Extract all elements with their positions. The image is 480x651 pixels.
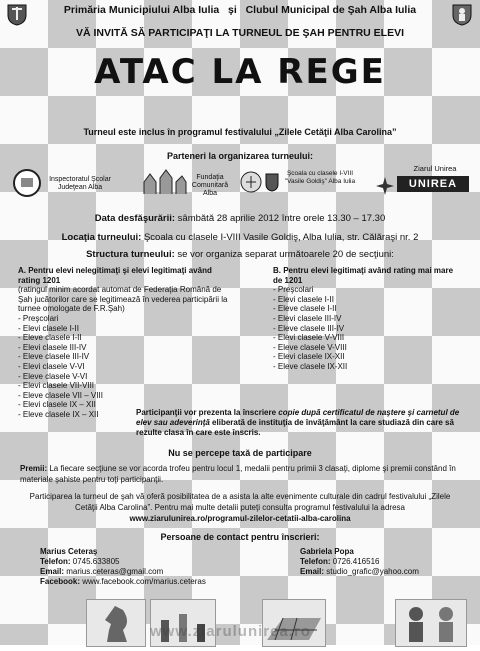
unirea-wordmark: UNIREA [397,176,469,192]
festival-program-link[interactable]: www.ziarulunirea.ro/programul-zilelor-cetatii-alba-carolina [129,514,351,523]
section-a-heading: A. Pentru elevi nelegitimaţi şi elevi legitimaţi având rating 1201 [18,266,212,285]
partner-school-inspectorate [12,166,116,202]
partners-heading: Parteneri la organizarea turneului: [166,151,314,161]
section-list-item: - Elevi clasele V-VIII [273,333,463,343]
fee-notice: Nu se percepe taxă de participare [168,448,312,458]
notice-part1: Participanţii vor prezenta la înscriere [136,408,279,417]
section-b-list [273,285,463,371]
contact-name: Gabriela Popa [300,547,354,556]
knight-icon [87,600,145,646]
section-list-item: - Eleve clasele III-IV [273,324,463,334]
section-list-item: - Elevi clasele III-IV [273,314,463,324]
partner-name: Fundaţia Comunitară Alba [191,174,229,197]
contact-left [40,547,260,587]
documents-notice [136,408,462,438]
section-b [273,266,463,372]
organizers-line [30,4,450,16]
email-label: Email: [40,567,65,576]
partner-name: Ziarul Unirea [413,164,457,173]
location-value: Şcoala cu clasele I-VIII Vasile Goldiş, Alba Iulia, str. Călăraşi nr. 2 [143,232,419,243]
invite-line: VĂ INVITĂ SĂ PARTICIPAŢI LA TURNEUL DE ŞAH PENTRU ELEVI [75,27,405,39]
email-value[interactable]: studio_grafic@yahoo.com [326,567,419,576]
section-list-item: - Eleve clasele I-II [273,304,463,314]
date-line [0,213,480,224]
section-a-note: (ratingul minim acordat automat de Federaţia Română de Şah jucătorilor care se legitimează în vederea participării la turnee omologate de F.R.Şah) [18,285,228,314]
chess-knight-illustration [86,599,146,647]
participation-text: Participarea la turneul de şah vă oferă posibilitatea de a asista la alte evenimente culturale din cadrul festivalului „Zilele Cetăţii Alba Carolina”. Pentru mai multe detalii puteţi consulta programul festivalului la adresa [29,492,451,512]
newspaper-logo-icon [375,176,395,196]
section-list-item: - Preşcolari [18,314,228,324]
section-list-item: - Elevi clasele IX – XII [18,400,228,410]
facebook-link[interactable]: www.facebook.com/marius.ceteras [82,577,206,586]
school-flag-icon [264,172,280,192]
phone-value[interactable]: 0726.416516 [332,557,380,566]
organizer-city-hall: Primăria Municipiului Alba Iulia [63,4,220,16]
section-list-item: - Eleve clasele V-VIII [273,343,463,353]
section-list-item: - Eleve clasele IX – XII [18,410,228,420]
date-value: sâmbătă 28 aprilie 2012 între orele 13.30 – 17.30 [177,213,386,224]
prizes-text: La fiecare secţiune se vor acorda trofeu pentru locul 1, medalii pentru primii 3 clasaţi, diplome şi premii constând în materiale şahiste pentru toţi participanţii. [20,464,456,484]
prizes-paragraph [20,463,465,485]
section-list-item: - Eleve clasele III-IV [18,352,228,362]
section-list-item: - Eleve clasele V-VI [18,372,228,382]
chess-club-crest-icon [451,2,473,26]
notice-part2: copie după certificatul de naştere şi carnetul de elev sau adeverinţă [136,408,460,427]
organizer-chess-club: Clubul Municipal de Şah Alba Iulia [245,4,417,16]
contacts-heading: Persoane de contact pentru înscrieri: [160,532,320,542]
section-list-item: - Elevi clasele VII-VIII [18,381,228,391]
school-crest-logo-icon [240,168,262,196]
partner-foundation [140,164,240,204]
chess-players-illustration [395,599,467,647]
section-b-heading: B. Pentru elevi legitimaţi având rating mai mare de 1201 [273,266,454,285]
partner-unirea-newspaper [375,164,475,204]
phone-label: Telefon: [300,557,331,566]
structure-line [0,249,480,260]
date-label: Data desfăşurării: [94,213,176,224]
email-value[interactable]: marius.ceteras@gmail.com [66,567,164,576]
watermark: www.ziarulunirea.ro [150,623,311,640]
section-list-item: - Elevi clasele I-II [18,324,228,334]
notice-part3: eliberată de instituţia de învăţământ la care studiază din care să rezulte clasa în care este înscris. [136,418,454,437]
partner-name: Inspectoratul Şcolar Judeţean Alba [49,176,111,191]
section-list-item: - Preşcolari [273,285,463,295]
phone-label: Telefon: [40,557,71,566]
location-line [0,232,480,243]
partner-name: Şcoala cu clasele I-VIII "Vasile Goldiş" Alba Iulia [284,170,356,185]
location-label: Locaţia turneului: [61,232,142,243]
foundation-logo-icon [140,168,188,196]
organizer-conjunction: şi [228,4,237,16]
page-title: ATAC LA REGE [94,52,386,92]
facebook-label: Facebook: [40,577,81,586]
email-label: Email: [300,567,325,576]
section-list-item: - Elevi clasele III-IV [18,343,228,353]
section-list-item: - Elevi clasele I-II [273,295,463,305]
section-list-item: - Elevi clasele IX-XII [273,352,463,362]
prizes-label: Premii: [20,464,48,473]
structure-label: Structura turneului: [86,249,175,260]
section-list-item: - Eleve clasele IX-XII [273,362,463,372]
section-list-item: - Eleve clasele I-II [18,333,228,343]
section-list-item: - Elevi clasele V-VI [18,362,228,372]
section-a-list [18,314,228,420]
section-a [18,266,228,420]
festival-line: Turneul este inclus în programul festivalului „Zilele Cetăţii Alba Carolina” [83,127,397,137]
structure-value: se vor organiza separat următoarele 20 de secţiuni: [177,249,394,260]
section-list-item: - Eleve clasele VII – VIII [18,391,228,401]
contact-right [300,547,470,577]
players-icon [396,600,466,646]
contact-name: Marius Ceteraş [40,547,98,556]
school-inspectorate-logo-icon [12,168,42,198]
city-crest-icon [6,2,28,26]
participation-paragraph [20,491,460,524]
phone-value[interactable]: 0745.633805 [72,557,120,566]
partner-vasile-goldis-school [240,164,360,204]
